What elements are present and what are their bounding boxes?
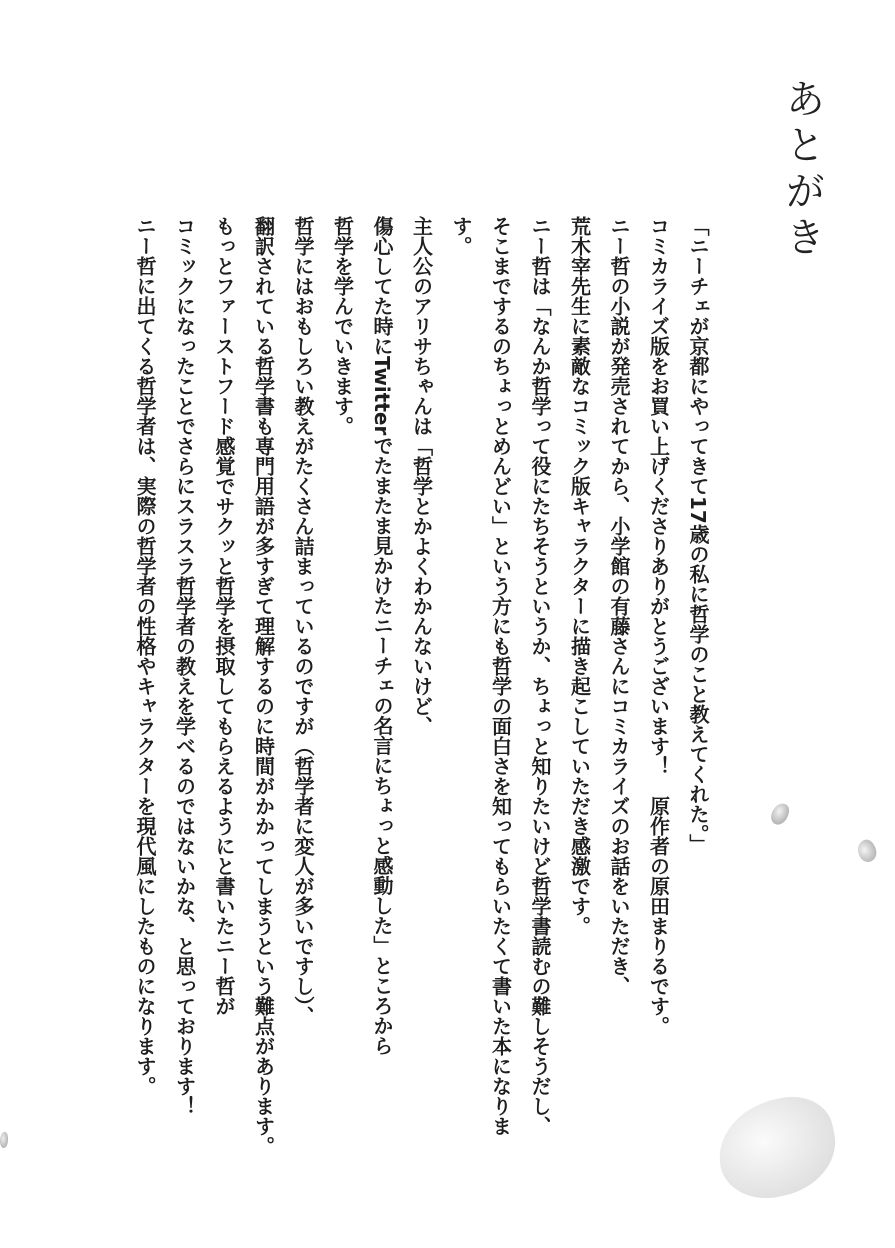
- paragraph-line: 哲学にはおもしろい教えがたくさん詰まっているのですが（哲学者に変人が多いですし）、: [291, 216, 315, 1026]
- afterword-body: [105, 216, 718, 1166]
- paragraph-line: コミックになったことでさらにスラスラ哲学者の教えを学べるのではないかな、と思っております！: [172, 216, 197, 1116]
- paragraph-line: ニー哲は「なんか哲学って役にたちそうというか、ちょっと知りたいけど哲学書読むの難しそうだし、: [528, 216, 552, 1136]
- paragraph-line: 翻訳されている哲学書も専門用語が多すぎて理解するのに時間がかかってしまうという難点があります。: [251, 216, 276, 1156]
- paragraph-line: コミカライズ版をお買い上げくださりありがとうございます！ 原作者の原田まりるです。: [646, 216, 671, 1036]
- paragraph-line: 哲学を学んでいきます。: [330, 216, 355, 436]
- paragraph-line: ニー哲に出てくる哲学者は、実際の哲学者の性格やキャラクターを現代風にしたものになります。: [133, 216, 157, 1096]
- paragraph-line: そこまでするのちょっとめんどい」という方にも哲学の面白さを知ってもらいたくて書いた本になります。: [449, 216, 513, 1136]
- paragraph-line: ニー哲の小説が発売されてから、小学館の有藤さんにコミカライズのお話をいただき、: [607, 216, 631, 996]
- petal-decoration: [0, 1132, 8, 1148]
- petal-decoration: [769, 801, 792, 827]
- paragraph-line: 傷心してた時にTwitterでたまたま見かけたニーチェの名言にちょっと感動した」ところから: [370, 216, 394, 1056]
- petal-decoration: [854, 837, 881, 865]
- paragraph-line: 主人公のアリサちゃんは「哲学とかよくわかんないけど、: [409, 216, 434, 736]
- page-title: あとがき: [779, 78, 825, 262]
- paragraph-line: 荒木宰先生に素敵なコミック版キャラクターに描き起こしていただき感激です。: [567, 216, 592, 936]
- paragraph-line: もっとファーストフード感覚でサクッと哲学を摂取してもらえるようにと書いたニー哲が: [212, 216, 236, 1016]
- petal-decoration: [709, 1089, 844, 1207]
- paragraph-line: 「ニーチェが京都にやってきて17歳の私に哲学のこと教えてくれた。」: [686, 216, 710, 854]
